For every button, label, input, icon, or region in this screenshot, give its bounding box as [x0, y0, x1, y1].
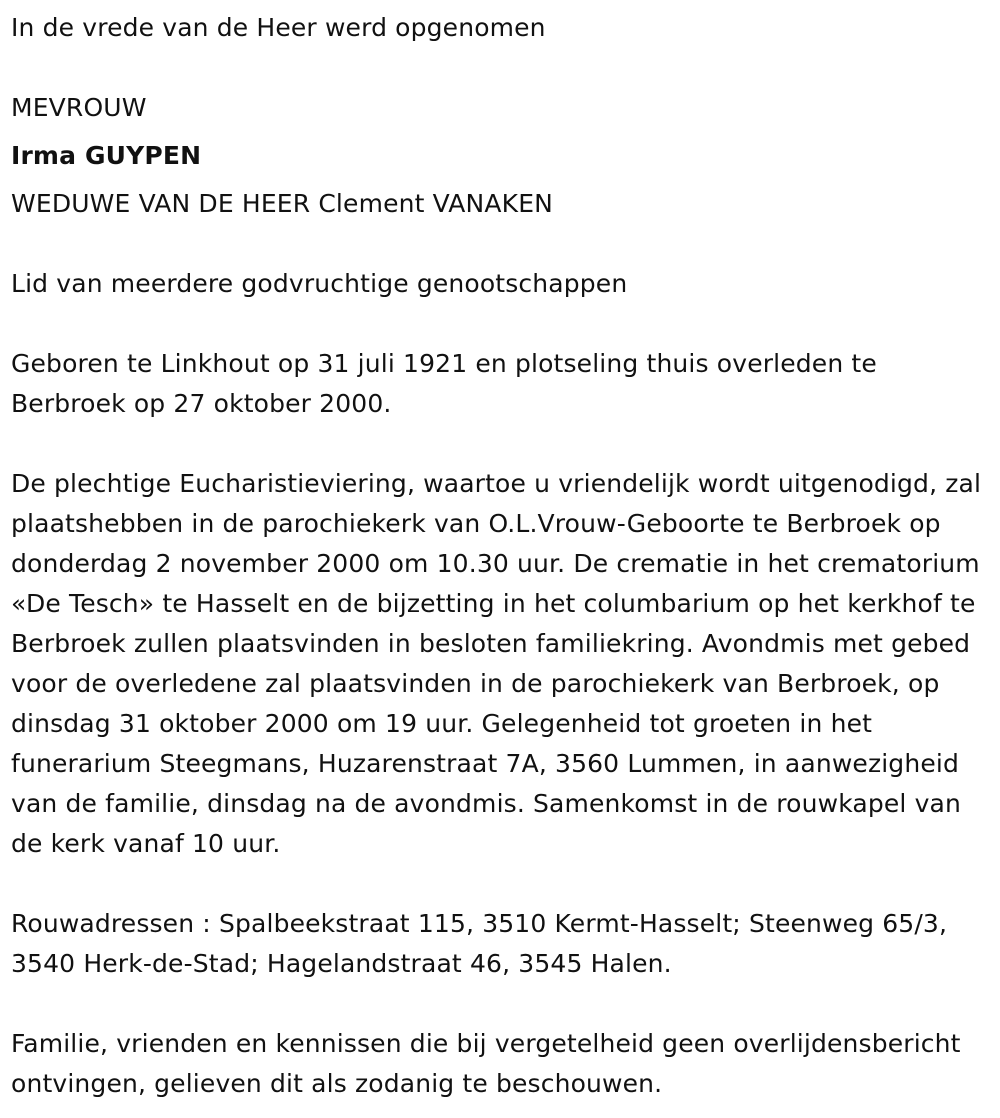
widow-of-line: WEDUWE VAN DE HEER Clement VANAKEN	[11, 189, 553, 218]
death-notice	[11, 8, 996, 1104]
closing-paragraph: Familie, vrienden en kennissen die bij vergetelheid geen overlijdensbericht ontvingen, gelieven dit als zodanig te beschouwen.	[11, 1029, 961, 1098]
ceremony-paragraph: De plechtige Eucharistieviering, waartoe u vriendelijk wordt uitgenodigd, zal plaatshebben in de parochiekerk van O.L.Vrouw-Geboorte te Berbroek op donderdag 2 november 2000 om 10.30 uur. De crematie in het crematorium «De Tesch» te Hasselt en de bijzetting in het columbarium op het kerkhof te Berbroek zullen plaatsvinden in besloten familiekring. Avondmis met gebed voor de overledene zal plaatsvinden in de parochiekerk van Berbroek, op dinsdag 31 oktober 2000 om 19 uur. Gelegenheid tot groeten in het funerarium Steegmans, Huzarenstraat 7A, 3560 Lummen, in aanwezigheid van de familie, dinsdag na de avondmis. Samenkomst in de rouwkapel van de kerk vanaf 10 uur.	[11, 469, 982, 858]
membership-line: Lid van meerdere godvruchtige genootschappen	[11, 269, 628, 298]
birth-death-paragraph: Geboren te Linkhout op 31 juli 1921 en plotseling thuis overleden te Berbroek op 27 oktober 2000.	[11, 349, 877, 418]
salutation: MEVROUW	[11, 93, 147, 122]
addresses-paragraph: Rouwadressen : Spalbeekstraat 115, 3510 Kermt-Hasselt; Steenweg 65/3, 3540 Herk-de-Stad; Hagelandstraat 46, 3545 Halen.	[11, 909, 948, 978]
deceased-name: Irma GUYPEN	[11, 141, 202, 170]
intro-line: In de vrede van de Heer werd opgenomen	[11, 13, 546, 42]
